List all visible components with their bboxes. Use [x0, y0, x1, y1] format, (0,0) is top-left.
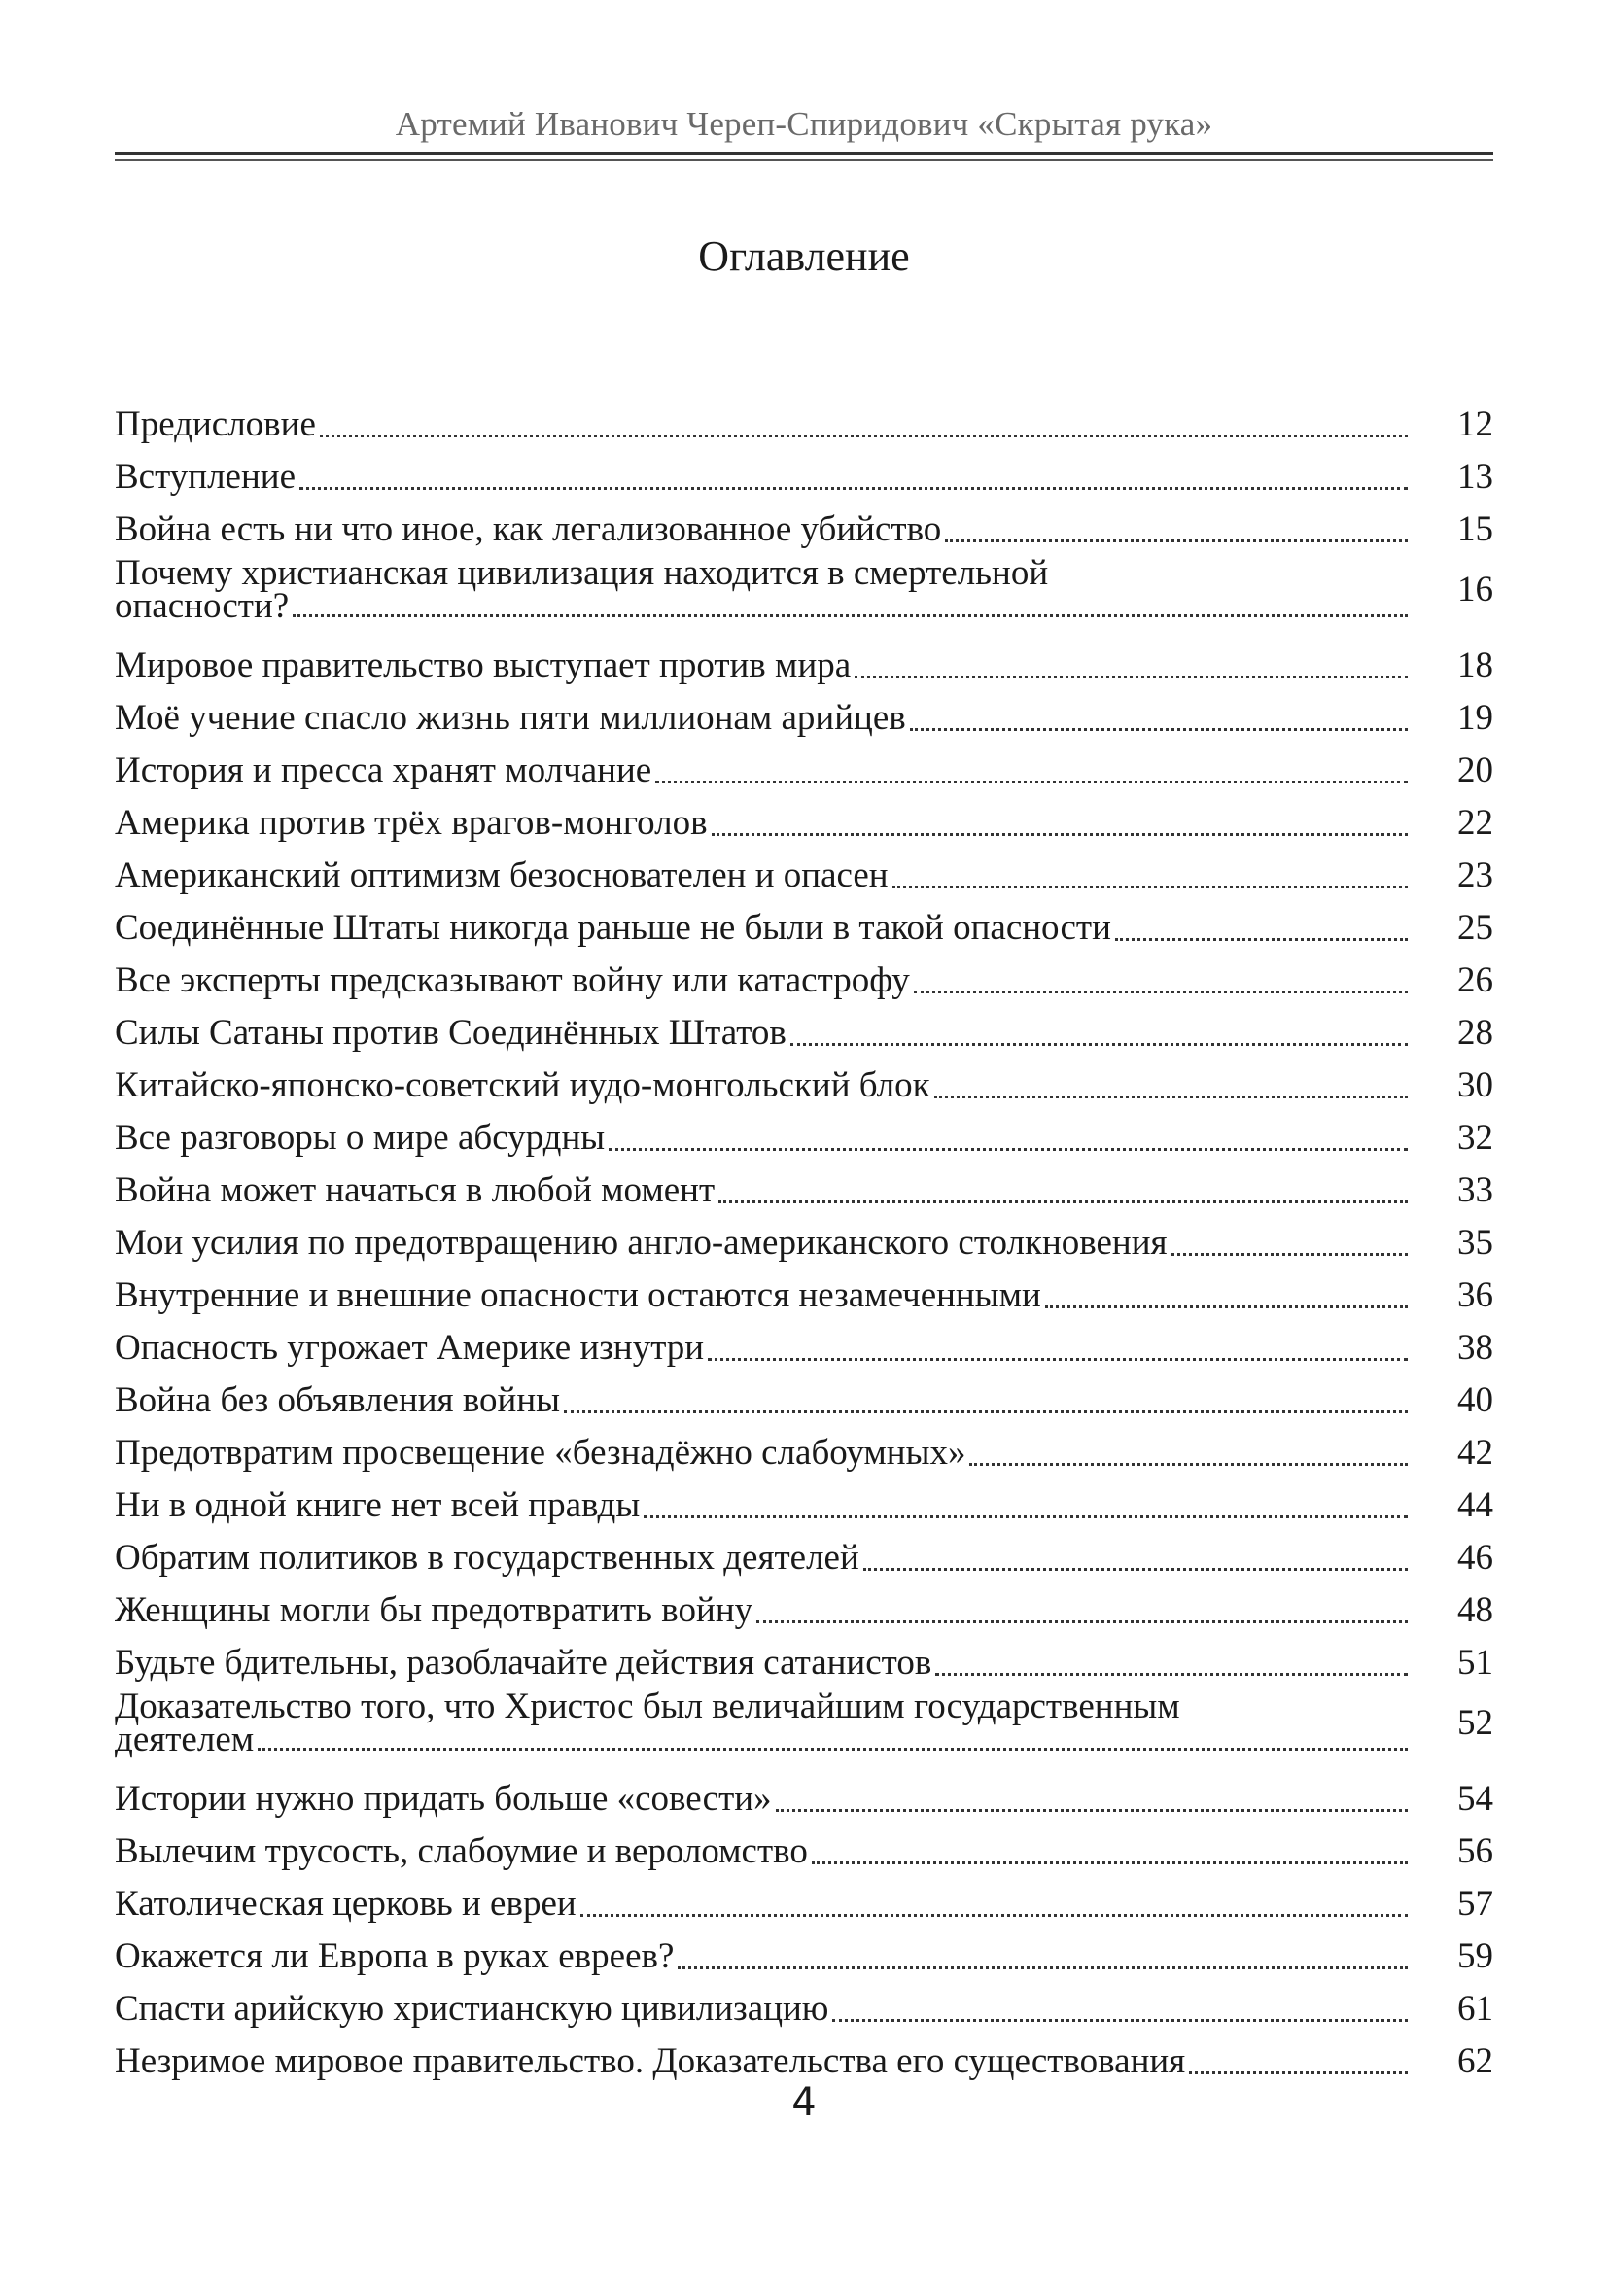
- toc-entry-title-line2: деятелем: [115, 1720, 255, 1759]
- toc-entry-page: 18: [1457, 645, 1493, 685]
- toc-entry-title: Война без объявления войны: [115, 1380, 561, 1420]
- leader-dots: [678, 1966, 1408, 1969]
- toc-entry-page: 15: [1457, 509, 1493, 549]
- toc-entry[interactable]: [115, 1314, 1493, 1367]
- toc-entry-title: Китайско-японско-советский иудо-монгольский блок: [115, 1065, 930, 1105]
- toc-entry-page: 26: [1457, 960, 1493, 1000]
- leader-dots: [609, 1148, 1408, 1151]
- toc-entry-title: Война может начаться в любой момент: [115, 1170, 716, 1210]
- toc-entry[interactable]: [115, 1209, 1493, 1262]
- toc-entry-title-line1: Доказательство того, что Христос был величайшим государственным: [115, 1687, 1180, 1726]
- toc-entry-title: Соединённые Штаты никогда раньше не были в такой опасности: [115, 908, 1111, 948]
- toc-entry[interactable]: [115, 1367, 1493, 1419]
- toc-title: Оглавление: [698, 232, 910, 280]
- toc-entry-page: 61: [1457, 1989, 1493, 2029]
- leader-dots: [1115, 938, 1408, 941]
- toc-entry-title: Война есть ни что иное, как легализованное убийство: [115, 509, 942, 549]
- toc-entry-page: 59: [1457, 1936, 1493, 1976]
- toc-entry-page: 33: [1457, 1170, 1493, 1210]
- toc-entry[interactable]: [115, 1818, 1493, 1870]
- toc-entry-page: 28: [1457, 1013, 1493, 1053]
- leader-dots: [564, 1410, 1408, 1413]
- toc-entry-title: Истории нужно придать больше «совести»: [115, 1779, 772, 1819]
- toc-entry[interactable]: [115, 737, 1493, 789]
- toc-entry-page: 19: [1457, 698, 1493, 738]
- toc-entry[interactable]: [115, 684, 1493, 737]
- leader-dots: [655, 781, 1408, 783]
- leader-dots: [258, 1748, 1408, 1751]
- toc-entry-page: 20: [1457, 750, 1493, 790]
- toc-entry[interactable]: [115, 391, 1493, 443]
- toc-entry-page: 44: [1457, 1485, 1493, 1525]
- toc-entry-page: 51: [1457, 1643, 1493, 1683]
- leader-dots: [712, 833, 1408, 836]
- toc-entry-title: Америка против трёх врагов-монголов: [115, 803, 708, 843]
- toc-entry[interactable]: [115, 1682, 1493, 1765]
- toc-entry-title: Вылечим трусость, слабоумие и вероломство: [115, 1831, 808, 1871]
- toc-entry[interactable]: [115, 496, 1493, 548]
- leader-dots: [855, 676, 1408, 678]
- toc-entry[interactable]: [115, 548, 1493, 632]
- leader-dots: [790, 1043, 1408, 1046]
- toc-entry-title: Силы Сатаны против Соединённых Штатов: [115, 1013, 787, 1053]
- leader-dots: [892, 886, 1408, 888]
- leader-dots: [580, 1914, 1408, 1917]
- leader-dots: [832, 2019, 1408, 2022]
- leader-dots: [718, 1200, 1408, 1203]
- toc-entry[interactable]: [115, 1577, 1493, 1629]
- toc-entry-title: Незримое мировое правительство. Доказательства его существования: [115, 2041, 1186, 2081]
- leader-dots: [708, 1358, 1408, 1361]
- leader-dots: [945, 539, 1408, 542]
- toc-entry-title: История и пресса хранят молчание: [115, 750, 652, 790]
- leader-dots: [914, 991, 1408, 993]
- toc-entry-title: Предотвратим просвещение «безнадёжно слабоумных»: [115, 1433, 966, 1473]
- toc-entry[interactable]: [115, 1052, 1493, 1104]
- toc-entry[interactable]: [115, 1262, 1493, 1314]
- toc-entry-title: Ни в одной книге нет всей правды: [115, 1485, 641, 1525]
- toc-entry-page: 48: [1457, 1590, 1493, 1630]
- toc-entry-page: 38: [1457, 1328, 1493, 1368]
- leader-dots: [644, 1515, 1408, 1518]
- leader-dots: [1045, 1305, 1408, 1308]
- leader-dots: [320, 435, 1408, 437]
- toc-entry[interactable]: [115, 1157, 1493, 1209]
- toc-entry-title: Окажется ли Европа в руках евреев?: [115, 1936, 675, 1976]
- page-number: 4: [791, 2080, 817, 2125]
- toc-entry-page: 32: [1457, 1118, 1493, 1158]
- leader-dots: [812, 1861, 1408, 1864]
- toc-entry-title: Вступление: [115, 457, 296, 497]
- toc-entry[interactable]: [115, 1870, 1493, 1923]
- leader-dots: [935, 1673, 1408, 1676]
- leader-dots: [293, 614, 1408, 617]
- table-of-contents: [115, 391, 1493, 2080]
- toc-entry-title: Спасти арийскую христианскую цивилизацию: [115, 1989, 829, 2029]
- leader-dots: [776, 1809, 1408, 1812]
- toc-entry-page: 62: [1457, 2041, 1493, 2081]
- toc-entry-page: 57: [1457, 1884, 1493, 1924]
- toc-entry-title: Все эксперты предсказывают войну или катастрофу: [115, 960, 910, 1000]
- toc-entry-page: 25: [1457, 908, 1493, 948]
- toc-entry[interactable]: [115, 1419, 1493, 1472]
- toc-entry-title: Предисловие: [115, 404, 316, 444]
- toc-entry-page: 40: [1457, 1380, 1493, 1420]
- running-header: Артемий Иванович Череп-Спиридович «Скрытая рука»: [395, 105, 1213, 143]
- toc-entry-title: Внутренние и внешние опасности остаются незамеченными: [115, 1275, 1041, 1315]
- toc-entry[interactable]: [115, 1472, 1493, 1524]
- toc-entry-page: 23: [1457, 855, 1493, 895]
- toc-entry-title-line2: опасности?: [115, 586, 290, 626]
- toc-entry-page: 52: [1457, 1703, 1493, 1743]
- leader-dots: [1171, 1253, 1408, 1256]
- toc-entry[interactable]: [115, 1975, 1493, 2028]
- toc-entry[interactable]: [115, 789, 1493, 842]
- header-rule-thick: [115, 152, 1493, 155]
- toc-entry[interactable]: [115, 894, 1493, 947]
- toc-entry-title: Мировое правительство выступает против мира: [115, 645, 852, 685]
- toc-entry-page: 22: [1457, 803, 1493, 843]
- header-rule-thin: [115, 159, 1493, 161]
- toc-entry-page: 42: [1457, 1433, 1493, 1473]
- toc-entry[interactable]: [115, 1104, 1493, 1157]
- toc-entry[interactable]: [115, 999, 1493, 1052]
- toc-entry-page: 13: [1457, 457, 1493, 497]
- toc-entry-title: Все разговоры о мире абсурдны: [115, 1118, 606, 1158]
- toc-entry[interactable]: [115, 947, 1493, 999]
- leader-dots: [863, 1568, 1408, 1571]
- toc-entry[interactable]: [115, 1765, 1493, 1818]
- toc-entry-title: Американский оптимизм безоснователен и опасен: [115, 855, 889, 895]
- leader-dots: [910, 728, 1408, 731]
- leader-dots: [1189, 2071, 1408, 2074]
- leader-dots: [299, 487, 1408, 490]
- toc-entry[interactable]: [115, 1629, 1493, 1682]
- leader-dots: [969, 1463, 1408, 1466]
- toc-entry-page: 54: [1457, 1779, 1493, 1819]
- toc-entry-page: 46: [1457, 1538, 1493, 1578]
- toc-entry-title: Моё учение спасло жизнь пяти миллионам арийцев: [115, 698, 906, 738]
- toc-entry-page: 56: [1457, 1831, 1493, 1871]
- toc-entry-title: Мои усилия по предотвращению англо-американского столкновения: [115, 1223, 1168, 1263]
- toc-entry[interactable]: [115, 2028, 1493, 2080]
- toc-entry[interactable]: [115, 842, 1493, 894]
- toc-entry[interactable]: [115, 1524, 1493, 1577]
- toc-entry-title-line1: Почему христианская цивилизация находится в смертельной: [115, 553, 1049, 593]
- toc-entry-title: Женщины могли бы предотвратить войну: [115, 1590, 753, 1630]
- toc-entry-title: Будьте бдительны, разоблачайте действия сатанистов: [115, 1643, 932, 1683]
- toc-entry-page: 12: [1457, 404, 1493, 444]
- leader-dots: [934, 1096, 1408, 1098]
- toc-entry-page: 36: [1457, 1275, 1493, 1315]
- toc-entry[interactable]: [115, 1923, 1493, 1975]
- toc-entry-page: 16: [1457, 570, 1493, 609]
- toc-entry-title: Опасность угрожает Америке изнутри: [115, 1328, 705, 1368]
- toc-entry[interactable]: [115, 632, 1493, 684]
- toc-entry-page: 35: [1457, 1223, 1493, 1263]
- leader-dots: [756, 1620, 1408, 1623]
- toc-entry-title: Католическая церковь и евреи: [115, 1884, 577, 1924]
- toc-entry-title: Обратим политиков в государственных деятелей: [115, 1538, 859, 1578]
- toc-entry-page: 30: [1457, 1065, 1493, 1105]
- toc-entry[interactable]: [115, 443, 1493, 496]
